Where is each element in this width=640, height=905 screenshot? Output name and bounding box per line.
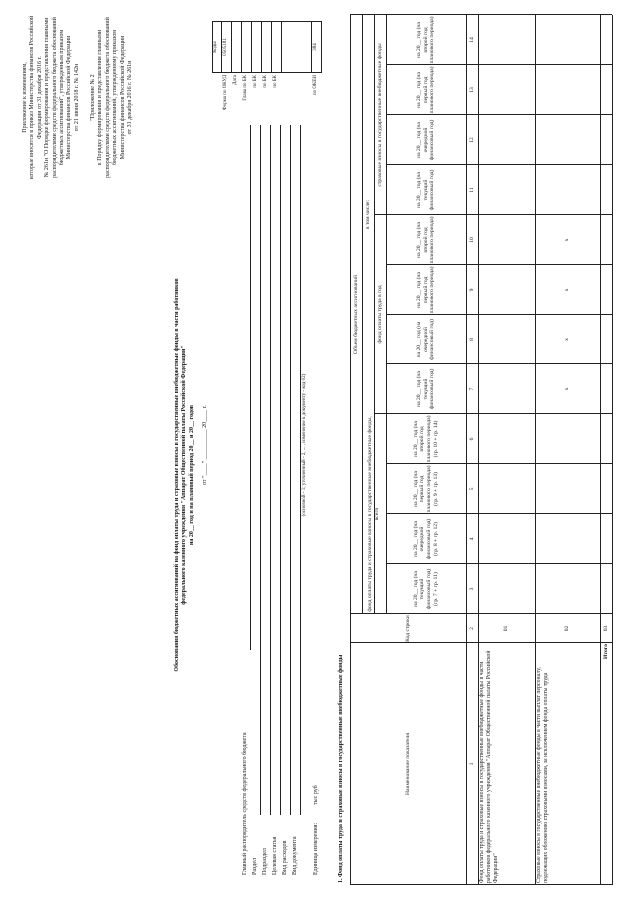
- x-mark: x: [564, 238, 571, 242]
- field-doc-type: Вид документа: [292, 836, 298, 875]
- row-name: Страховые взносы в государственные внебюджетные фонды в части выплат персоналу, подлежащих обложению страховыми взносами, за исключением фонда оплаты труда: [536, 667, 549, 883]
- header-year: на 20__ год (на текущий финансовый год): [416, 368, 436, 410]
- column-number: 11: [468, 187, 475, 193]
- x-mark: x: [564, 387, 571, 391]
- appendix-ref-line: "Приложение № 2: [90, 74, 96, 121]
- field-razdel: Раздел: [252, 858, 258, 875]
- header-year: на 20__ год (на второй год планового периода): [416, 16, 436, 64]
- appendix-ref-line: от 31 декабря 2016 г. № 261н: [127, 60, 134, 135]
- total-label: Итого: [602, 644, 609, 660]
- header-volume: Объем бюджетных ассигнований: [352, 275, 359, 354]
- title-line: Обоснования бюджетных ассигнований на фонд оплаты труда и страховые взносы в государственные внебюджетные фонды в части работников: [174, 278, 180, 672]
- x-mark: x: [564, 288, 571, 292]
- column-number: 14: [468, 37, 475, 43]
- header-year: на 20__ год (на второй год планового периода) (гр. 10 + гр. 14): [412, 415, 439, 463]
- glava-label: Глава по БК: [243, 75, 248, 101]
- column-number: 1: [468, 762, 475, 766]
- header-code: Код строки: [404, 615, 411, 642]
- document-title: [174, 195, 196, 755]
- field-podrazdel: Подраздел: [262, 848, 268, 875]
- column-number: 3: [468, 587, 475, 591]
- appendix-line: которые вносятся в приказ Министерства финансов Российской: [29, 15, 36, 180]
- appendix-line: Федерации от 31 декабря 2016 г.: [36, 56, 43, 139]
- okei-value: 384: [313, 43, 318, 51]
- field-grbs: Главный распорядитель средств федерального бюджета: [242, 732, 248, 875]
- column-number: 7: [468, 387, 475, 391]
- title-line: федерального казенного учреждения "Аппарат Общественной палаты Российской Федерации": [181, 345, 188, 605]
- date-label: Дата: [233, 75, 238, 85]
- column-number: 9: [468, 288, 475, 292]
- appendix-line: от 21 июня 2018 г. № 142н: [73, 63, 80, 132]
- date-line: от "____" __________ 20____ г.: [202, 405, 208, 485]
- header-year: на 20__ год (на первый год планового периода): [416, 266, 436, 314]
- appendix-line: распорядителями средств федерального бюджета обоснований: [51, 17, 58, 178]
- header-year: на 20__ год (на текущий финансовый год) (гр. 7 + гр. 11): [412, 568, 439, 610]
- unit-label: Единица измерения:: [313, 822, 319, 875]
- column-number: 12: [468, 137, 475, 143]
- header-year: на 20__ год (на текущий финансовый год): [416, 169, 436, 211]
- column-number: 4: [468, 537, 475, 541]
- doc-type-note: (основной - 1; уточненный - 2, ... , изменение к документу - код 02): [302, 373, 307, 517]
- table-hline: [612, 15, 613, 885]
- header-total-group: фонд оплаты труда и страховые взносы в государственные внебюджетные фонды, всего: [367, 416, 380, 612]
- x-mark: x: [564, 338, 571, 341]
- main-table: [350, 15, 620, 885]
- appendix-ref-line: бюджетных ассигнований, утвержденному приказом: [112, 30, 119, 165]
- appendix-line: Министерства финансов Российской Федерации: [66, 35, 73, 160]
- header-year: на 20__ год (на второй год планового периода): [416, 216, 436, 264]
- header-year: на 20__ год (на очередной финансовый год): [416, 119, 436, 161]
- column-number: 13: [468, 87, 475, 93]
- codes-header: Коды: [213, 41, 218, 53]
- appendix-ref-line: к Порядку формирования и представления главными: [97, 29, 104, 166]
- field-cs: Целевая статья: [272, 836, 278, 875]
- appendix-ref-line: распорядителями средств федерального бюджета обоснований: [104, 17, 111, 178]
- okei-label: по ОКЕИ: [313, 75, 318, 96]
- row-name: Фонд оплаты труда и страховые взносы в государственные внебюджетные фонды в части работников федерального казенного учреждения "Аппарат Общественной палаты Российской Федерации": [479, 650, 499, 883]
- appendix-note: [22, 10, 81, 185]
- bk1-label: по БК: [253, 75, 258, 88]
- header-year: на 20__ год (на первый год планового периода) (гр. 9 + гр. 13): [412, 465, 439, 513]
- appendix-line: бюджетных ассигнований", утвержденным приказом: [59, 29, 66, 166]
- row-code: 03: [602, 625, 609, 632]
- appendix-ref-line: Министерства финансов Российской Федерации: [119, 35, 126, 160]
- header-year: на 20__ год (на очередной финансовый год): [416, 319, 436, 360]
- appendix-line: № 261н "О Порядке формирования и представления главными: [44, 17, 51, 178]
- column-number: 10: [468, 237, 475, 243]
- header-year: на 20__ год (на очередной финансовый год) (гр. 8 + гр. 12): [412, 518, 439, 560]
- okud-value: 0505181: [223, 38, 228, 56]
- column-number: 5: [468, 487, 475, 491]
- column-number: 2: [468, 627, 475, 630]
- title-line: на 20__ год и на плановый период 20__ и 20__ годов: [188, 404, 195, 546]
- appendix-line: Приложение к изменениям,: [22, 62, 28, 133]
- header-incl: в том числе:: [364, 199, 371, 230]
- column-number: 8: [468, 338, 475, 341]
- row-code: 01: [503, 625, 510, 632]
- unit-value: тыс руб: [313, 785, 319, 805]
- header-name: Наименование показателя: [404, 733, 411, 795]
- column-number: 6: [468, 437, 475, 441]
- appendix-reference: [90, 10, 134, 185]
- section-title: 1. Фонд оплаты труда и страховые взносы в государственные внебюджетные фонды: [338, 654, 344, 883]
- okud-label: Форма по ОКУД: [223, 75, 228, 111]
- field-vr: Вид расходов: [282, 840, 288, 875]
- header-year: на 20__ год (на первый год планового периода): [416, 66, 436, 114]
- bk3-label: по БК: [273, 75, 278, 88]
- bk2-label: по БК: [263, 75, 268, 88]
- header-sv: страховые взносы в государственные внебюджетные фонды: [376, 43, 383, 187]
- header-fot: фонд оплаты труда в год: [376, 285, 383, 344]
- row-code: 02: [564, 625, 571, 632]
